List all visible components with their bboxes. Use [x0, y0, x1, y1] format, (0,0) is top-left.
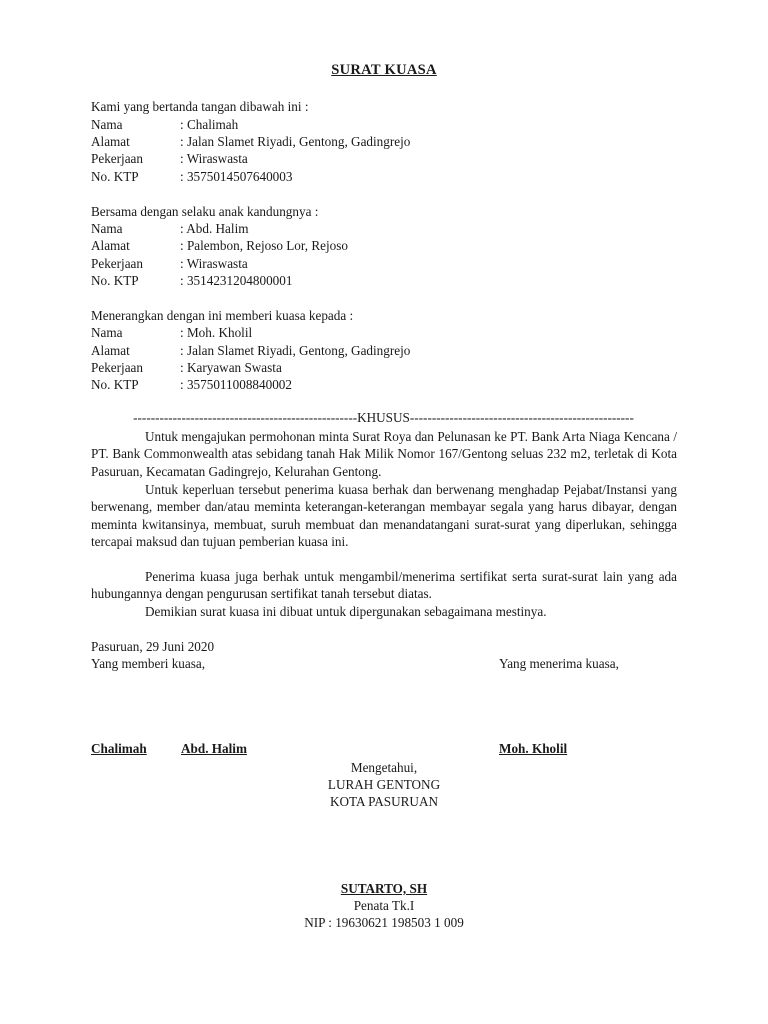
field-value: : Wiraswasta [180, 256, 248, 271]
field-value: : 3514231204800001 [180, 273, 293, 288]
signature-name-moh-kholil: Moh. Kholil [499, 741, 568, 756]
paragraph-purpose: Untuk mengajukan permohonan minta Surat Roya dan Pelunasan ke PT. Bank Arta Niaga Kencana / PT. Bank Commonwealth atas sebidang tanah Hak Milik Nomor 167/Gentong seluas 232 m2, terletak di Kota Pasuruan, Kecamatan Gadingrejo, Kelurahan Gentong. [91, 429, 677, 479]
field-label: Alamat [91, 134, 130, 149]
official-nip: NIP : 19630621 198503 1 009 [304, 915, 464, 930]
field-label: No. KTP [91, 273, 139, 288]
field-label: Pekerjaan [91, 360, 143, 375]
field-value: : Palembon, Rejoso Lor, Rejoso [180, 238, 348, 253]
field-label: Pekerjaan [91, 151, 143, 166]
with-child-text: Bersama dengan selaku anak kandungnya : [91, 204, 319, 219]
official-rank: Penata Tk.I [353, 898, 415, 913]
field-value: : Jalan Slamet Riyadi, Gentong, Gadingrejo [180, 343, 411, 358]
paragraph-certificate: Penerima kuasa juga berhak untuk mengambil/menerima sertifikat serta surat-surat lain yang ada hubungannya dengan pengurusan sertifikat tanah tersebut diatas. [91, 569, 677, 602]
field-value: : Jalan Slamet Riyadi, Gentong, Gadingrejo [180, 134, 411, 149]
field-value: : Moh. Kholil [180, 325, 253, 340]
field-value: : Abd. Halim [180, 221, 249, 236]
field-label: Alamat [91, 238, 130, 253]
intro-text: Kami yang bertanda tangan dibawah ini : [91, 99, 309, 114]
paragraph-authority: Untuk keperluan tersebut penerima kuasa berhak dan berwenang menghadap Pejabat/Instansi yang berwenang, member dan/atau meminta keterangan-keterangan membayar segala yang harus dibayar, dengan meminta kwitansinya, membuat, suruh membuat dan menandatangani surat-surat yang diperlukan, sehingga tercapai maksud dan tujuan pemberian kuasa ini. [91, 482, 677, 550]
field-label: Nama [91, 325, 123, 340]
field-label: Alamat [91, 343, 130, 358]
acknowledge-label: Mengetahui, [350, 760, 418, 775]
field-value: : Karyawan Swasta [180, 360, 282, 375]
field-value: : 3575011008840002 [180, 377, 292, 392]
place-date: Pasuruan, 29 Juni 2020 [91, 639, 215, 654]
khusus-separator: ---------------------------------------------------KHUSUS--------------------------------------------------- [133, 410, 634, 425]
office-name: LURAH GENTONG [327, 777, 441, 792]
field-label: No. KTP [91, 377, 139, 392]
field-value: : Wiraswasta [180, 151, 248, 166]
signature-name-abd-halim: Abd. Halim [181, 741, 247, 756]
receiver-label: Yang menerima kuasa, [499, 656, 619, 671]
office-city: KOTA PASURUAN [329, 794, 438, 809]
document-title: SURAT KUASA [331, 62, 437, 78]
field-label: Nama [91, 221, 123, 236]
field-label: No. KTP [91, 169, 139, 184]
giver-label: Yang memberi kuasa, [91, 656, 206, 671]
signature-name-chalimah: Chalimah [91, 741, 147, 756]
official-name-wrap [0, 880, 768, 897]
paragraph-closing: Demikian surat kuasa ini dibuat untuk dipergunakan sebagaimana mestinya. [145, 604, 547, 619]
grant-text: Menerangkan dengan ini memberi kuasa kepada : [91, 308, 354, 323]
official-name: SUTARTO, SH [340, 881, 428, 896]
field-label: Pekerjaan [91, 256, 143, 271]
field-value: : 3575014507640003 [180, 169, 293, 184]
field-value: : Chalimah [180, 117, 239, 132]
field-label: Nama [91, 117, 123, 132]
